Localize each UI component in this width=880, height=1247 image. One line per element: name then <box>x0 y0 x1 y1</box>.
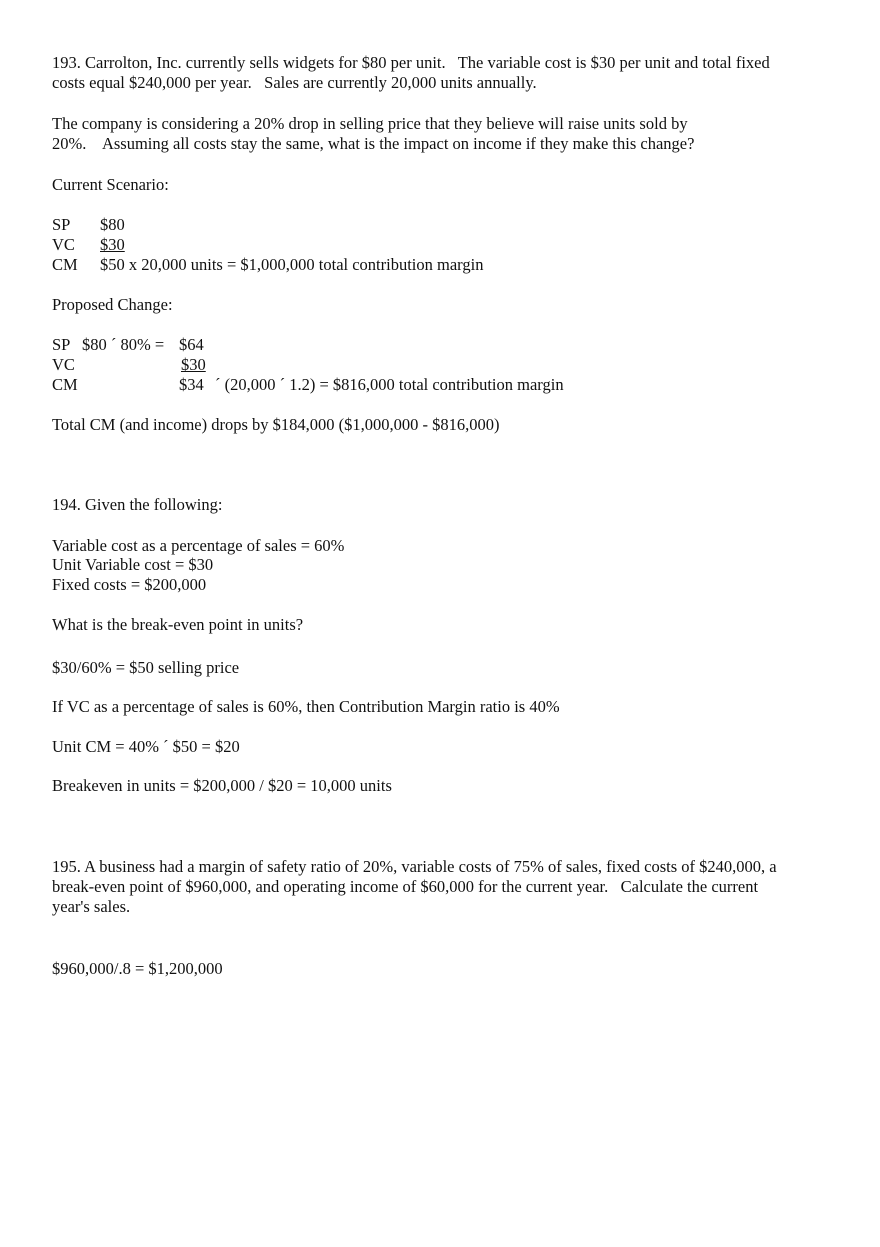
given-item: Fixed costs = $200,000 <box>52 575 207 594</box>
q195-prompt-line: year's sales. <box>52 897 131 916</box>
q194-question: What is the break-even point in units? <box>52 615 304 634</box>
q193-prompt-line: costs equal $240,000 per year. Sales are currently 20,000 units annually. <box>52 73 537 92</box>
sp-label: SP <box>52 215 71 234</box>
q193-question-line: The company is considering a 20% drop in selling price that they believe will raise units sold by <box>52 114 688 133</box>
cm-value: $50 x 20,000 units = $1,000,000 total contribution margin <box>100 255 484 274</box>
solution-step: Unit CM = 40% ´ $50 = $20 <box>52 737 240 756</box>
cm-label: CM <box>52 375 78 394</box>
sp-label: SP <box>52 335 71 354</box>
q193-prompt-line: 193. Carrolton, Inc. currently sells widgets for $80 per unit. The variable cost is $30 per unit and total fixed <box>52 53 770 72</box>
vc-value: $30 <box>100 235 125 254</box>
cm-label: CM <box>52 255 78 274</box>
solution-step: Breakeven in units = $200,000 / $20 = 10,000 units <box>52 776 392 795</box>
q195-prompt-line: break-even point of $960,000, and operating income of $60,000 for the current year. Calculate the current <box>52 877 759 896</box>
q194-prompt: 194. Given the following: <box>52 495 223 514</box>
solution-step: $30/60% = $50 selling price <box>52 658 240 677</box>
proposed-change-heading: Proposed Change: <box>52 295 173 314</box>
q195-answer: $960,000/.8 = $1,200,000 <box>52 959 223 978</box>
cm-calc: ´ (20,000 ´ 1.2) = $816,000 total contribution margin <box>215 375 564 394</box>
vc-value: $30 <box>181 355 206 374</box>
cm-value: $34 <box>179 375 204 394</box>
sp-value: $64 <box>179 335 204 354</box>
given-item: Variable cost as a percentage of sales = 60% <box>52 536 345 555</box>
sp-value: $80 <box>100 215 125 234</box>
solution-step: If VC as a percentage of sales is 60%, then Contribution Margin ratio is 40% <box>52 697 560 716</box>
sp-calc: $80 ´ 80% = <box>82 335 165 354</box>
q193-question-line: 20%. Assuming all costs stay the same, what is the impact on income if they make this change? <box>52 134 695 153</box>
current-scenario-heading: Current Scenario: <box>52 175 169 194</box>
given-item: Unit Variable cost = $30 <box>52 555 214 574</box>
vc-label: VC <box>52 355 75 374</box>
q195-prompt-line: 195. A business had a margin of safety ratio of 20%, variable costs of 75% of sales, fixed costs of $240,000, a <box>52 857 777 876</box>
q193-conclusion: Total CM (and income) drops by $184,000 ($1,000,000 - $816,000) <box>52 415 500 434</box>
vc-label: VC <box>52 235 75 254</box>
